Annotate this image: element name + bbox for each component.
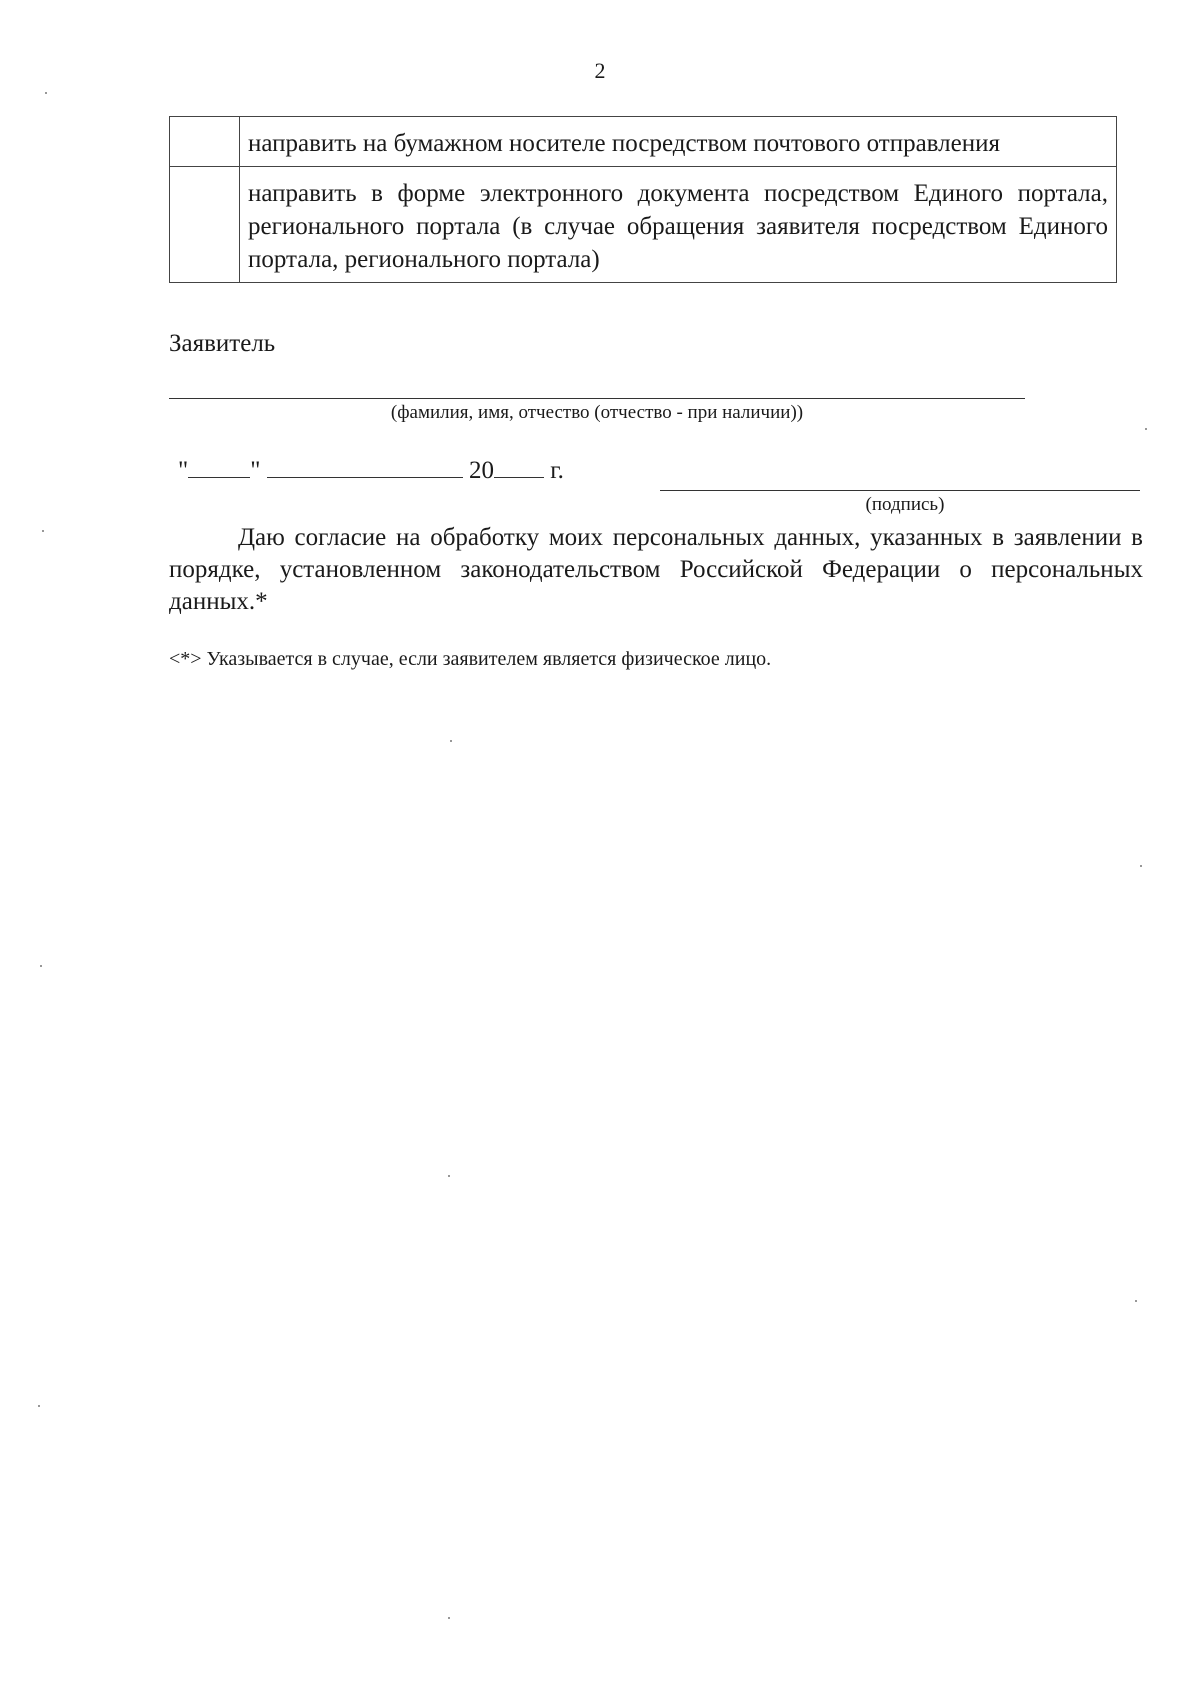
- option-text: направить на бумажном носителе посредством почтового отправления: [240, 117, 1117, 167]
- consent-paragraph: Даю согласие на обработку моих персональных данных, указанных в заявлении в порядке, установленном законодательством Российской Федерации о персональных данных.*: [169, 524, 1143, 615]
- scan-speck: [42, 530, 44, 532]
- scan-speck: [450, 740, 452, 742]
- date-open-quote: ": [178, 457, 189, 484]
- signature-line[interactable]: [660, 490, 1140, 491]
- scan-speck: [1135, 1300, 1137, 1302]
- scan-speck: [1145, 428, 1147, 430]
- applicant-label: Заявитель: [169, 330, 276, 357]
- year-prefix: 20: [468, 457, 494, 484]
- table-row: [170, 117, 1117, 167]
- scan-speck: [40, 965, 42, 967]
- date-field: [178, 455, 564, 485]
- date-close-quote: ": [250, 457, 261, 484]
- option-checkbox-cell[interactable]: [170, 167, 240, 283]
- option-text: направить в форме электронного документа посредством Единого портала, регионального портала (в случае обращения заявителя посредством Единого портала, регионального портала): [240, 167, 1117, 283]
- scan-speck: [45, 92, 47, 94]
- scan-speck: [1140, 865, 1142, 867]
- scan-speck: [448, 1617, 450, 1619]
- delivery-options-table: [169, 116, 1117, 283]
- year-suffix: г.: [550, 457, 564, 484]
- scan-speck: [448, 1175, 450, 1177]
- name-caption: (фамилия, имя, отчество (отчество - при наличии)): [390, 402, 804, 423]
- option-checkbox-cell[interactable]: [170, 117, 240, 167]
- applicant-name-line[interactable]: [169, 398, 1025, 399]
- table-row: [170, 167, 1117, 283]
- footnote: <*> Указывается в случае, если заявителем является физическое лицо.: [169, 648, 772, 670]
- scan-speck: [38, 1405, 40, 1407]
- day-blank[interactable]: [188, 455, 250, 478]
- year-blank[interactable]: [494, 455, 544, 478]
- page-number: 2: [594, 58, 606, 83]
- signature-caption: (подпись): [865, 494, 945, 515]
- month-blank[interactable]: [267, 455, 463, 478]
